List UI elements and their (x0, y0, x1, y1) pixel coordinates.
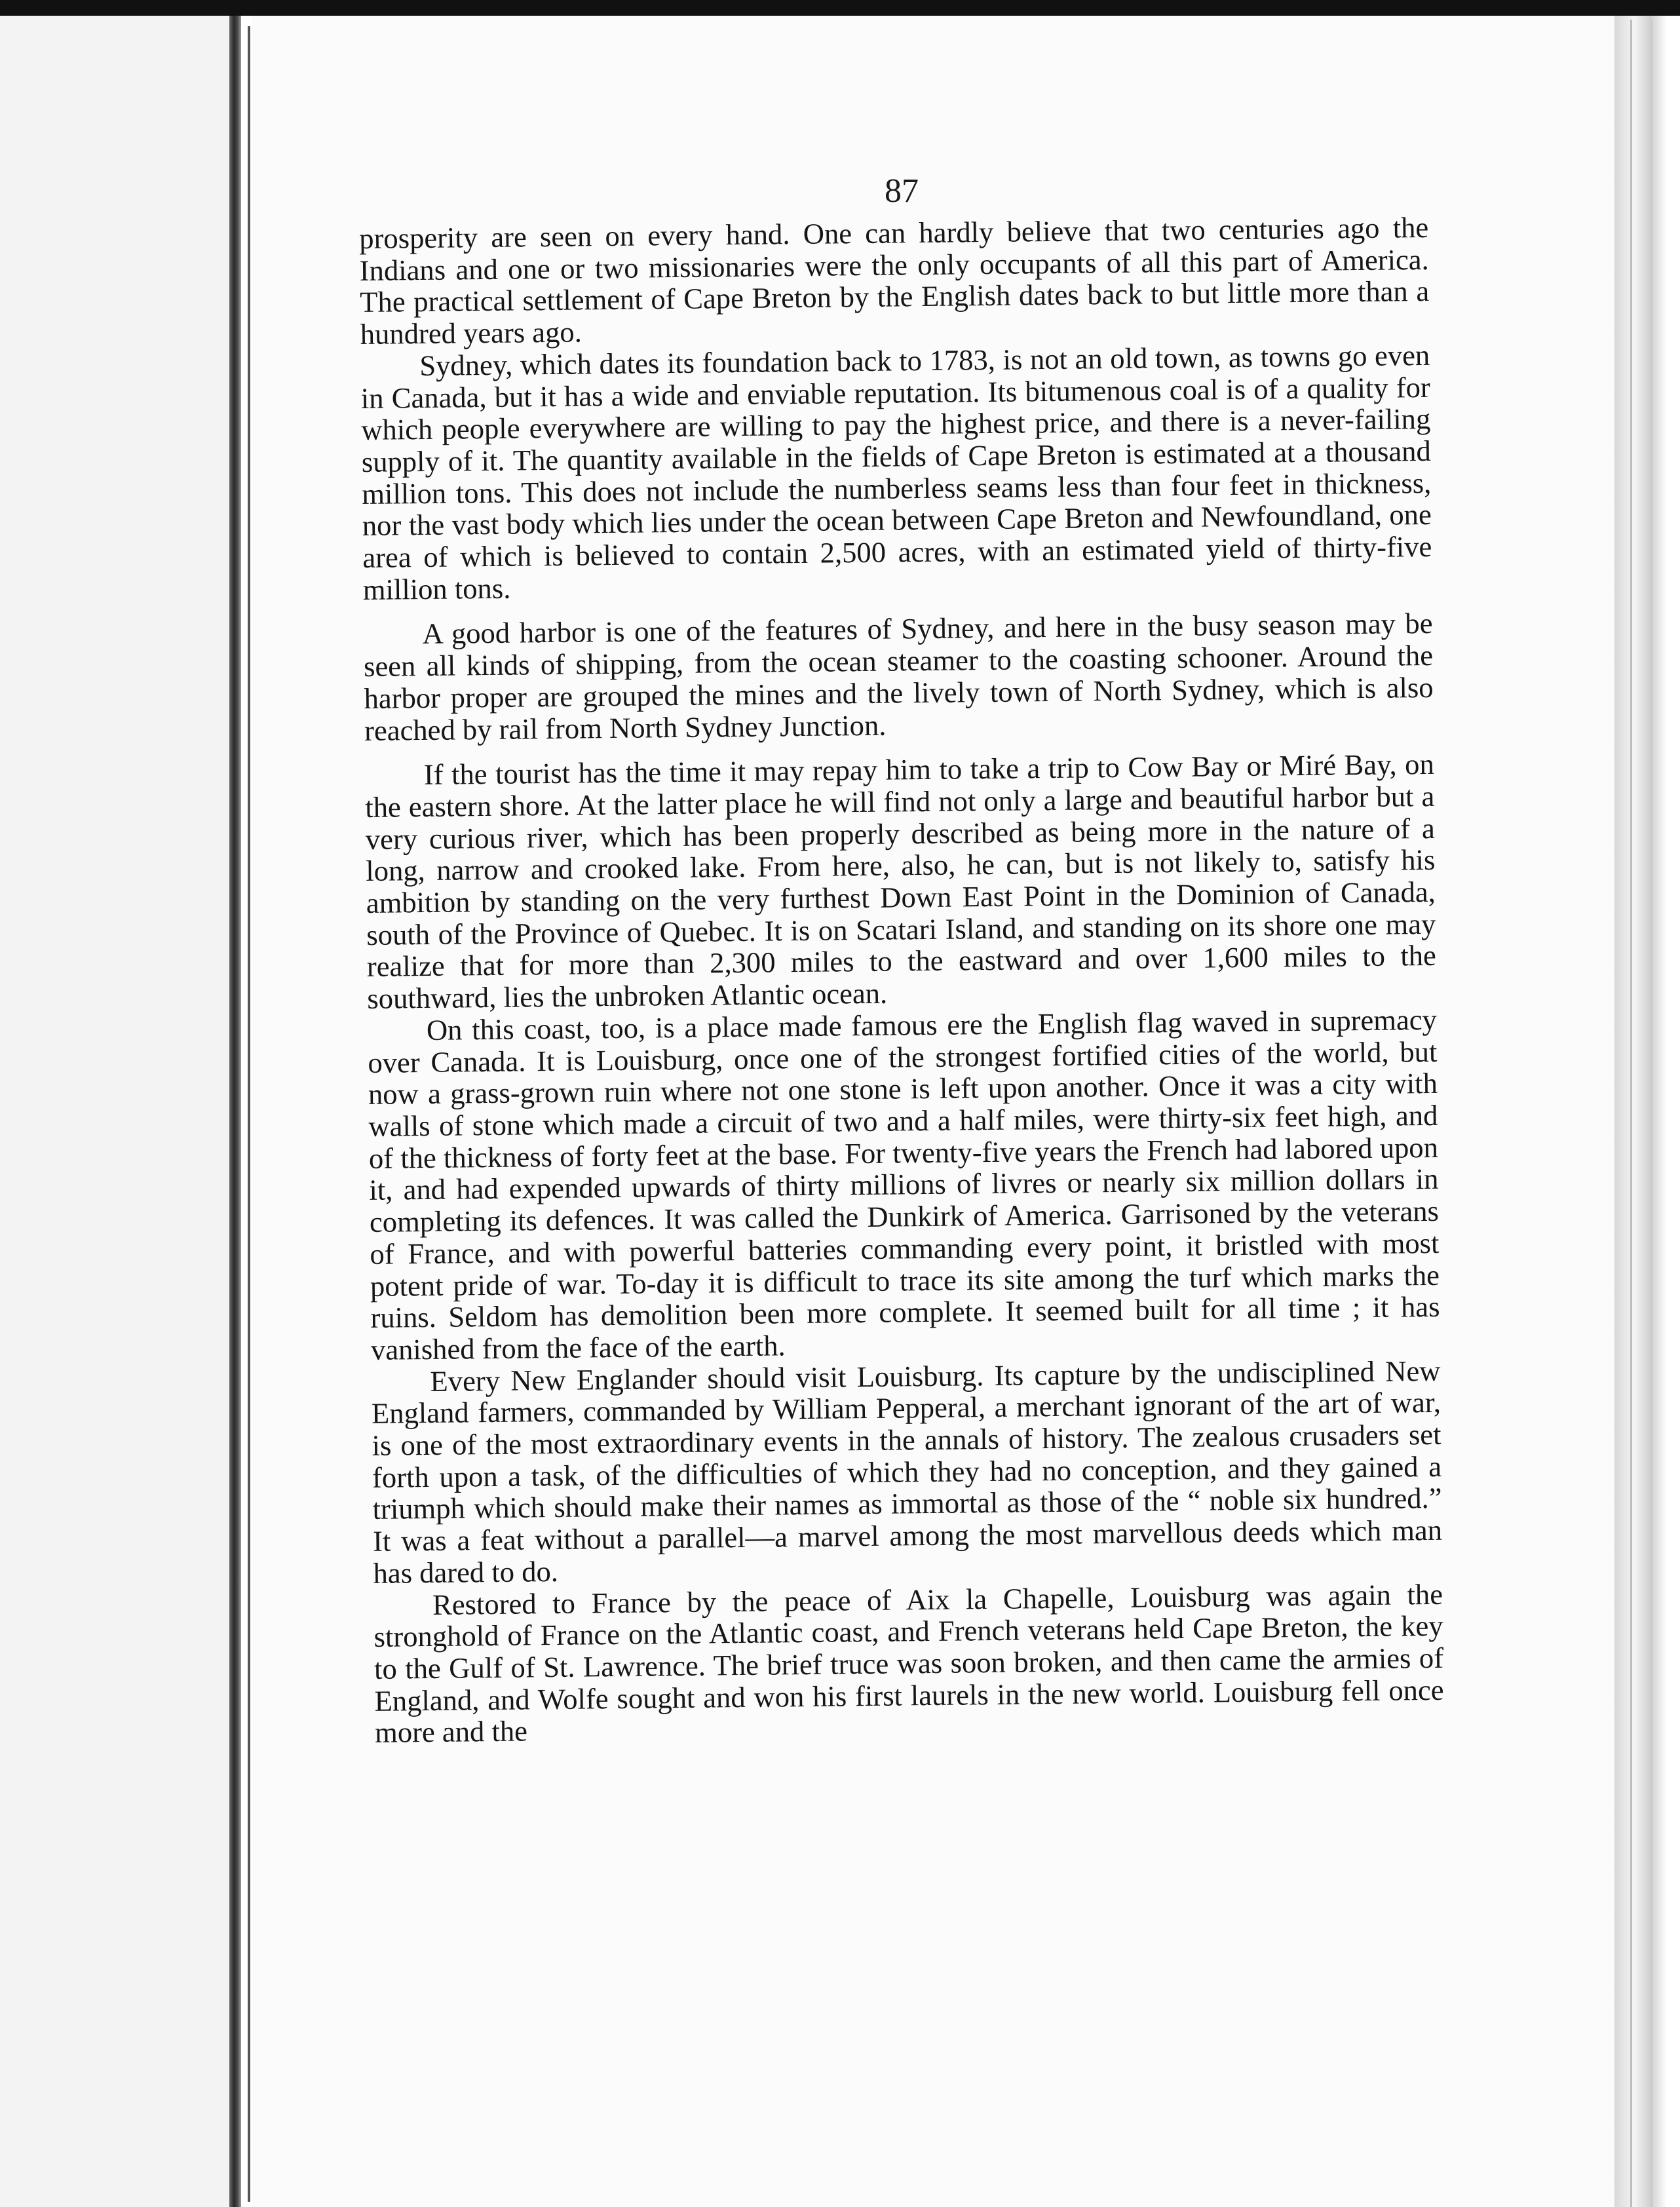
body-text (359, 212, 1444, 1749)
paragraph-restored: Restored to France by the peace of Aix la Chapelle, Louisburg was again the stronghold of France on the Atlantic coast, and French veterans held Cape Breton, the key to the Gulf of St. Lawrence. The brief truce was soon broken, and then came the armies of England, and Wolfe sought and won his first laurels in the new world. Louisburg fell once more and the (373, 1577, 1444, 1750)
paragraph-louisburg: On this coast, too, is a place made famous ere the English flag waved in supremacy over Canada. It is Louisburg, once one of the strongest fortified cities of the world, but now a grass-grown ruin where not one stone is left upon another. Once it was a city with walls of stone which made a circuit of two and a half miles, were thirty-six feet high, and of the thickness of forty feet at the base. For twenty-five years the French had labored upon it, and had expended upwards of thirty millions of livres or nearly six million dollars in completing its defences. It was called the Dunkirk of America. Garrisoned by the veterans of France, and with powerful batteries commanding every point, it bristled with most potent pride of war. To-day it is difficult to trace its site among the turf which marks the ruins. Seldom has demolition been more complete. It seemed built for all time ; it has vanished from the face of the earth. (368, 1003, 1440, 1366)
page-edge-line (1630, 20, 1632, 2207)
right-page-edges (1614, 16, 1680, 2207)
paragraph-sydney: Sydney, which dates its foundation back to 1783, is not an old town, as towns go even in Canada, but it has a wide and enviable reputation. Its bitumenous coal is of a quality for which people everywhere are willing to pay the highest price, and there is a never-failing supply of it. The quantity available in the fields of Cape Breton is estimated at a thousand million tons. This does not include the numberless seams less than four feet in thickness, nor the vast body which lies under the ocean between Cape Breton and Newfoundland, one area of which is believed to contain 2,500 acres, with an estimated yield of thirty-five million tons. (360, 338, 1432, 606)
paragraph-new-englander: Every New Englander should visit Louisburg. Its capture by the undisciplined New England farmers, commanded by William Pepperal, a merchant ignorant of the art of war, is one of the most extraordinary events in the annals of history. The zealous crusaders set forth upon a task, of the difficulties of which they had no conception, and they gained a triumph which should make their names as immortal as those of the “ noble six hundred.” It was a feat without a parallel—a marvel among the most marvellous deeds which man has dared to do. (371, 1354, 1443, 1590)
left-blank-page (0, 16, 229, 2207)
left-page-edge (229, 16, 241, 2207)
page-edge-line (1651, 20, 1652, 2207)
paragraph-cow-bay: If the tourist has the time it may repay him to take a trip to Cow Bay or Miré Bay, on the eastern shore. At the latter place he will find not only a large and beautiful harbor but a very curious river, which has been properly described as being more in the nature of a long, narrow and crooked lake. From here, also, he can, but is not likely to, satisfy his ambition by standing on the very furthest Down East Point in the Dominion of Canada, south of the Province of Quebec. It is on Scatari Island, and standing on its shore one may realize that for more than 2,300 miles to the eastward and over 1,600 miles to the southward, lies the unbroken Atlantic ocean. (365, 748, 1437, 1016)
page-number: 87 (885, 172, 919, 210)
book-gutter (248, 26, 250, 2202)
paragraph-prosperity: prosperity are seen on every hand. One can hardly believe that two centuries ago the Indians and one or two missionaries were the only occupants of all this part of America. The practical settlement of Cape Breton by the English dates back to but little more than a hundred years ago. (358, 210, 1430, 351)
scanner-top-border (0, 0, 1680, 16)
paragraph-harbor: A good harbor is one of the features of Sydney, and here in the busy season may be seen all kinds of shipping, from the ocean steamer to the coasting schooner. Around the harbor proper are grouped the mines and the lively town of North Sydney, which is also reached by rail from North Sydney Junction. (363, 607, 1434, 747)
